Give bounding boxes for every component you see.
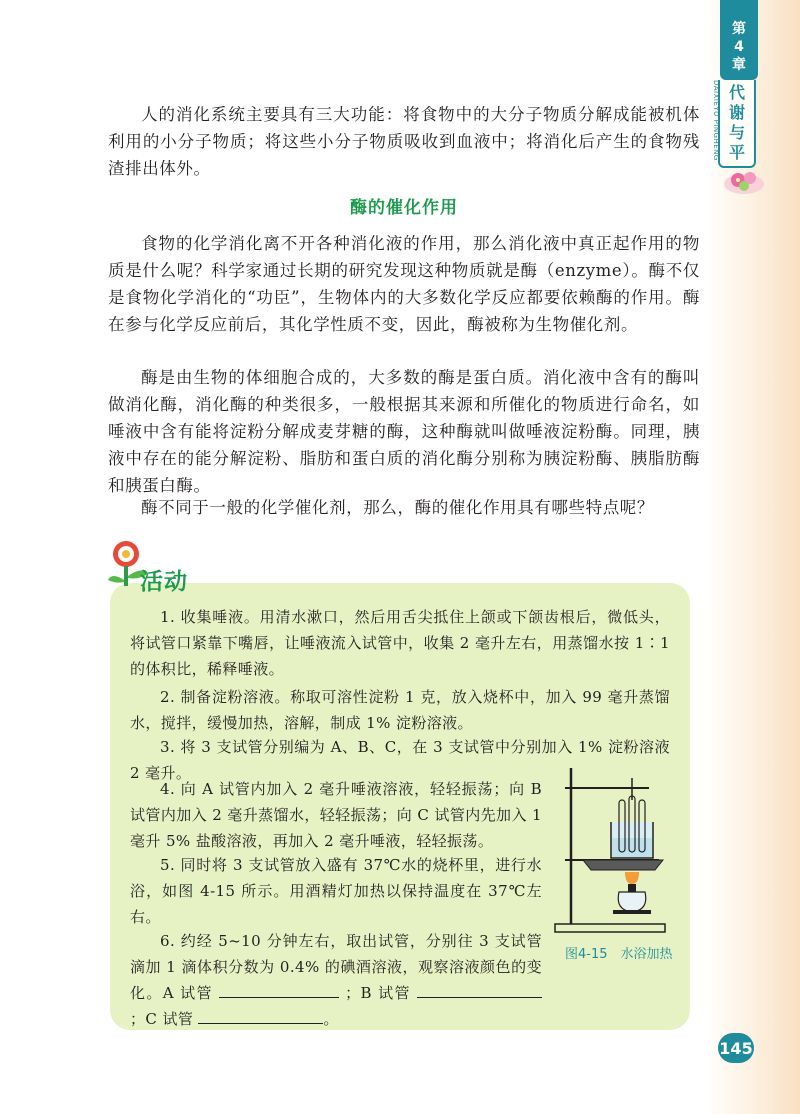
page-number: 145 xyxy=(718,1033,754,1063)
chapter-title-char: 与 xyxy=(728,123,745,142)
water-bath-apparatus-figure xyxy=(553,760,683,935)
activity-step: 4. 向 A 试管内加入 2 毫升唾液溶液，轻轻振荡；向 B 试管内加入 2 毫升蒸馏水，轻轻振荡；向 C 试管内先加入 1 毫升 5% 盐酸溶液，再加入 2 毫升唾液，轻轻振荡。 xyxy=(130,780,542,850)
step6-text: 6. 约经 5~10 分钟左右，取出试管，分别往 3 支试管滴加 1 滴体积分数为 0.4% 的碘酒溶液，观察溶液颜色的变化。A 试管 xyxy=(130,932,542,1002)
chapter-title-char: 代 xyxy=(728,83,745,102)
activity-step: 5. 同时将 3 支试管放入盛有 37℃水的烧杯里，进行水浴，如图 4-15 所示。用酒精灯加热以保持温度在 37℃左右。 xyxy=(130,856,542,926)
step6-b-label: ；B 试管 xyxy=(345,984,411,1002)
intro-paragraph: 人的消化系统主要具有三大功能：将食物中的大分子物质分解成能被机体利用的小分子物质；将这些小分子物质吸收到血液中；将消化后产生的食物残渣排出体外。 xyxy=(108,105,700,178)
body-paragraph: 酶不同于一般的化学催化剂，那么，酶的催化作用具有哪些特点呢？ xyxy=(141,498,654,517)
activity-step-6 xyxy=(130,928,542,1032)
chapter-pinyin: DAIXIEYU PINGHENG xyxy=(712,80,720,161)
chapter-title-tab xyxy=(718,80,756,168)
activity-step: 3. 将 3 支试管分别编为 A、B、C，在 3 支试管中分别加入 1% 淀粉溶液 2 毫升。 xyxy=(130,738,670,782)
activity-step: 2. 制备淀粉溶液。称取可溶性淀粉 1 克，放入烧杯中，加入 99 毫升蒸馏水，搅拌，缓慢加热，溶解，制成 1% 淀粉溶液。 xyxy=(130,688,670,732)
step6-end: 。 xyxy=(323,1010,339,1028)
chapter-title-char: 谢 xyxy=(728,103,745,122)
chapter-title-char: 平 xyxy=(728,143,745,162)
activity-title: 活动 xyxy=(140,569,188,595)
answer-blank-b[interactable] xyxy=(417,981,542,998)
flower-icon xyxy=(720,160,768,200)
body-paragraph: 酶是由生物的体细胞合成的，大多数的酶是蛋白质。消化液中含有的酶叫做消化酶，消化酶的种类很多，一般根据其来源和所催化的物质进行命名，如唾液中含有能将淀粉分解成麦芽糖的酶，这种酶就叫做唾液淀粉酶。同理，胰液中存在的能分解淀粉、脂肪和蛋白质的消化酶分别称为胰淀粉酶、胰脂肪酶和胰蛋白酶。 xyxy=(108,368,700,495)
chapter-tab xyxy=(720,0,758,80)
chapter-label-char: 章 xyxy=(732,57,746,73)
chapter-label-char: 第 xyxy=(732,21,746,37)
section-heading: 酶的催化作用 xyxy=(350,198,458,218)
figure-caption: 图4-15 水浴加热 xyxy=(565,947,673,962)
activity-step: 1. 收集唾液。用清水漱口，然后用舌尖抵住上颌或下颌齿根后，微低头，将试管口紧靠下嘴唇，让唾液流入试管中，收集 2 毫升左右，用蒸馏水按 1∶1 的体积比，稀释唾液。 xyxy=(130,608,670,678)
body-paragraph: 食物的化学消化离不开各种消化液的作用，那么消化液中真正起作用的物质是什么呢？科学家通过长期的研究发现这种物质就是酶（enzyme）。酶不仅是食物化学消化的“功臣”，生物体内的大多数化学反应都要依赖酶的作用。酶在参与化学反应前后，其化学性质不变，因此，酶被称为生物催化剂。 xyxy=(108,234,700,334)
step6-c-label: ；C 试管 xyxy=(130,1010,194,1028)
chapter-label-char: 4 xyxy=(734,39,744,55)
answer-blank-c[interactable] xyxy=(198,1007,323,1024)
answer-blank-a[interactable] xyxy=(219,981,339,998)
